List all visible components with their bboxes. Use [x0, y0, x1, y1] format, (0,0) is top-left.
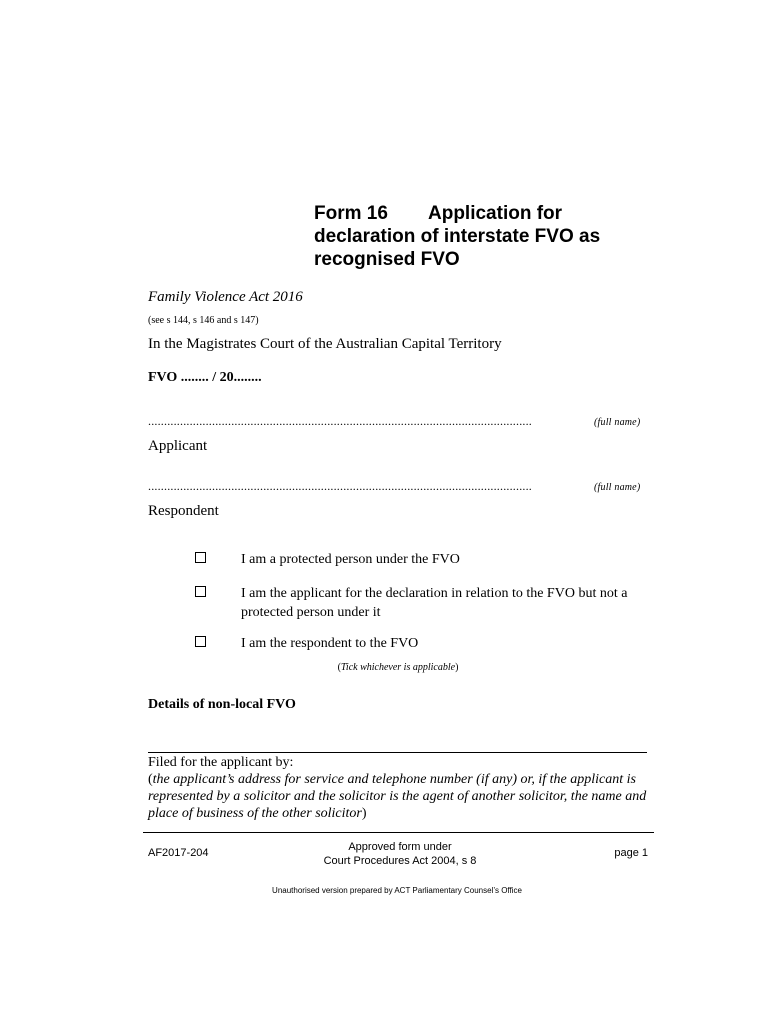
form-title-text: Application for declaration of interstate FVO as recognised FVO	[314, 203, 601, 270]
approved-form-note	[300, 840, 500, 868]
filed-by-block	[148, 754, 648, 822]
filed-by-instruction: (the applicant’s address for service and telephone number (if any) or, if the applicant is represented by a solicitor and the solicitor is the agent of another solicitor, the name and place of business of the other solicitor)	[148, 772, 647, 821]
divider	[148, 752, 647, 753]
applicant-not-protected-checkbox[interactable]	[195, 586, 206, 597]
filed-by-instruction-text: the applicant’s address for service and telephone number (if any) or, if the applicant is represented by a solicitor and the solicitor is the agent of another solicitor, the name and place of business of the other solicitor	[148, 772, 647, 821]
option-protected-person: I am a protected person under the FVO	[241, 552, 460, 567]
protected-person-checkbox[interactable]	[195, 552, 206, 563]
footer-divider	[143, 832, 654, 833]
see-sections: (see s 144, s 146 and s 147)	[148, 315, 259, 326]
form-code: AF2017-204	[148, 847, 209, 859]
fill-in-dots: ........................................................................................................................	[148, 414, 532, 428]
respondent-name-line[interactable]	[148, 479, 648, 494]
respondent-checkbox[interactable]	[195, 636, 206, 647]
option-applicant-not-protected: I am the applicant for the declaration in relation to the FVO but not a protected person under it	[241, 586, 628, 620]
filed-by-label: Filed for the applicant by:	[148, 755, 294, 770]
fill-in-dots: ........................................................................................................................	[148, 479, 532, 493]
approved-line-1: Approved form under	[348, 841, 452, 853]
tick-note: (Tick whichever is applicable)	[337, 662, 459, 673]
act-name: Family Violence Act 2016	[148, 289, 303, 305]
court-name: In the Magistrates Court of the Australian Capital Territory	[148, 336, 502, 352]
full-name-hint: (full name)	[594, 482, 641, 493]
unauthorised-notice: Unauthorised version prepared by ACT Parliamentary Counsel’s Office	[272, 886, 522, 895]
page-number: page 1	[614, 847, 648, 859]
form-number: Form 16	[314, 203, 388, 224]
tick-note-text: Tick whichever is applicable	[340, 662, 456, 673]
full-name-hint: (full name)	[594, 417, 641, 428]
details-heading: Details of non-local FVO	[148, 697, 296, 712]
approved-line-2: Court Procedures Act 2004, s 8	[323, 855, 477, 867]
applicant-label: Applicant	[148, 438, 208, 454]
fvo-number: FVO ........ / 20........	[148, 370, 262, 385]
form-title	[314, 202, 654, 271]
respondent-label: Respondent	[148, 503, 219, 519]
option-respondent: I am the respondent to the FVO	[241, 636, 419, 651]
applicant-name-line[interactable]	[148, 414, 648, 429]
